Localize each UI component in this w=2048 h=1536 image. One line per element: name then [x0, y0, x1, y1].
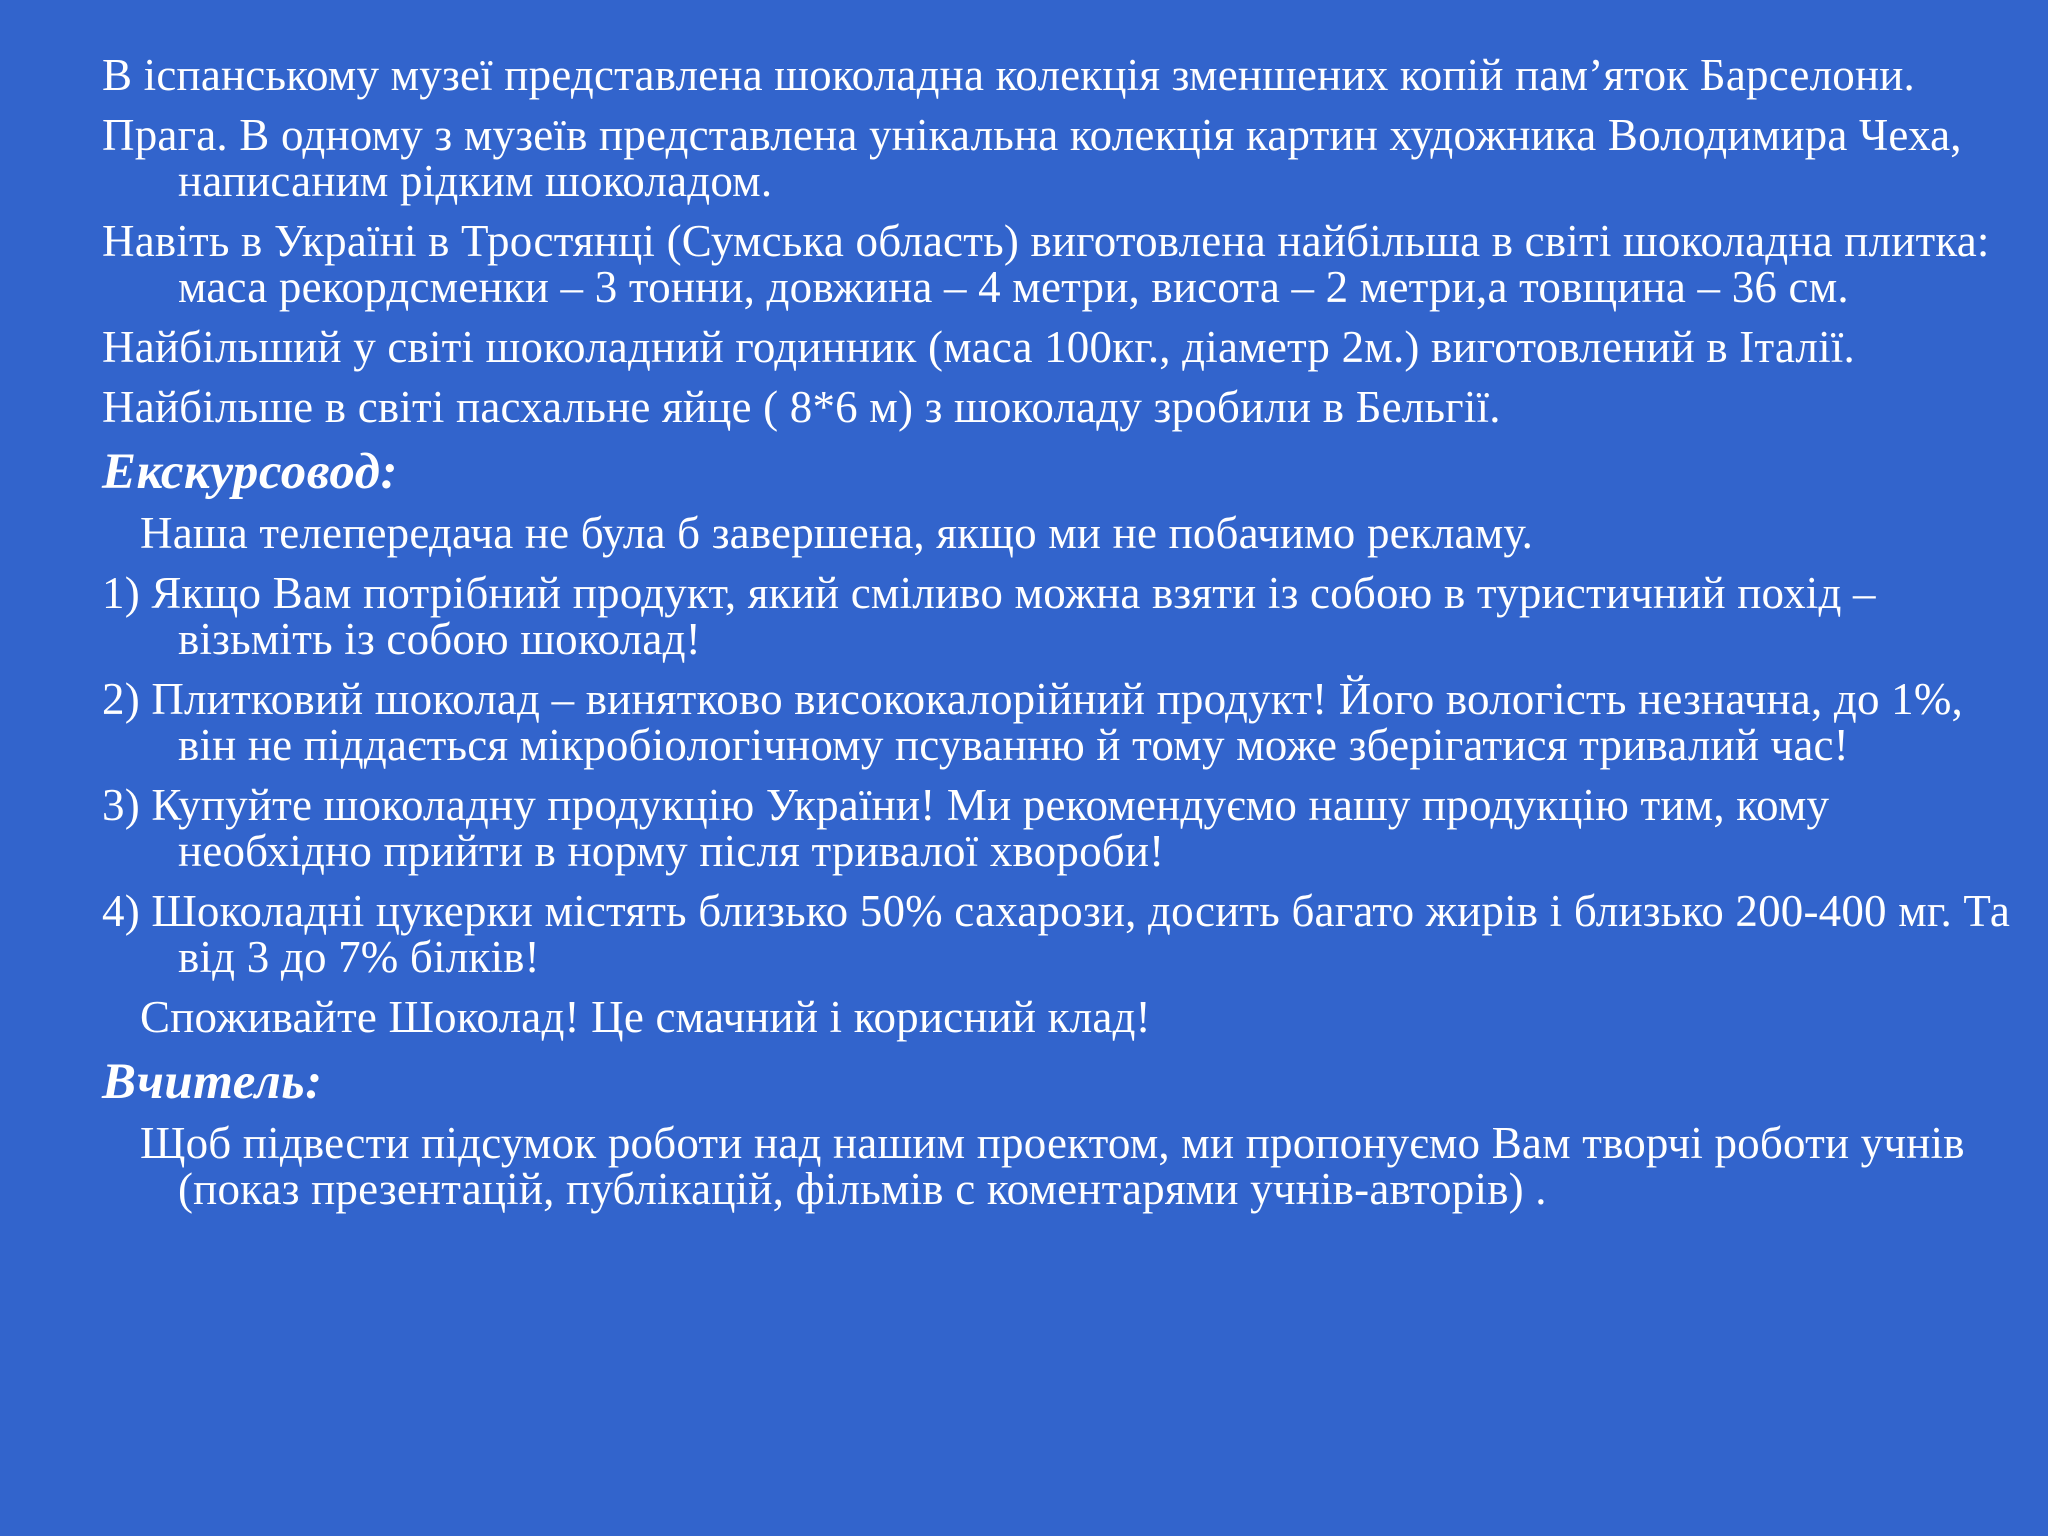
fact-paragraph-trostianets: Навіть в Україні в Тростянці (Сумська область) виготовлена найбільша в світі шоколадна плитка: маса рекордсменки – 3 тонни, довжина – 4 метри, висота – 2 метри,а товщина – 36 см. [102, 216, 1990, 312]
guide-heading: Екскурсовод: [102, 444, 398, 500]
teacher-text: Щоб підвести підсумок роботи над нашим проектом, ми пропонуємо Вам творчі роботи учнів (показ презентацій, публікацій, фільмів с коментарями учнів-авторів) . [140, 1118, 1965, 1214]
guide-item-2: 2) Плитковий шоколад – винятково висококалорійний продукт! Його вологість незначна, до 1%, він не піддається мікробіологічному псуванню й тому може зберігатися тривалий час! [102, 674, 1963, 770]
fact-paragraph-barcelona: В іспанському музеї представлена шоколадна колекція зменшених копій пам’яток Барселони. [102, 50, 1915, 100]
fact-paragraph-prague: Прага. В одному з музеїв представлена унікальна колекція картин художника Володимира Чеха, написаним рідким шоколадом. [102, 110, 1962, 206]
teacher-heading: Вчитель: [102, 1054, 323, 1110]
fact-paragraph-italy-clock: Найбільший у світі шоколадний годинник (маса 100кг., діаметр 2м.) виготовлений в Італії. [102, 322, 1855, 372]
guide-outro: Споживайте Шоколад! Це смачний і корисний клад! [140, 992, 1151, 1042]
guide-item-4: 4) Шоколадні цукерки містять близько 50% сахарози, досить багато жирів і близько 200-400 мг. Та від 3 до 7% білків! [102, 886, 2011, 982]
guide-item-3: 3) Купуйте шоколадну продукцію України! Ми рекомендуємо нашу продукцію тим, кому необхідно прийти в норму після тривалої хвороби! [102, 780, 1830, 876]
fact-paragraph-belgium-egg: Найбільше в світі пасхальне яйце ( 8*6 м) з шоколаду зробили в Бельгії. [102, 382, 1501, 432]
guide-intro: Наша телепередача не була б завершена, якщо ми не побачимо рекламу. [140, 508, 1534, 558]
guide-item-1: 1) Якщо Вам потрібний продукт, який сміливо можна взяти із собою в туристичний похід – візьміть із собою шоколад! [102, 568, 1876, 664]
